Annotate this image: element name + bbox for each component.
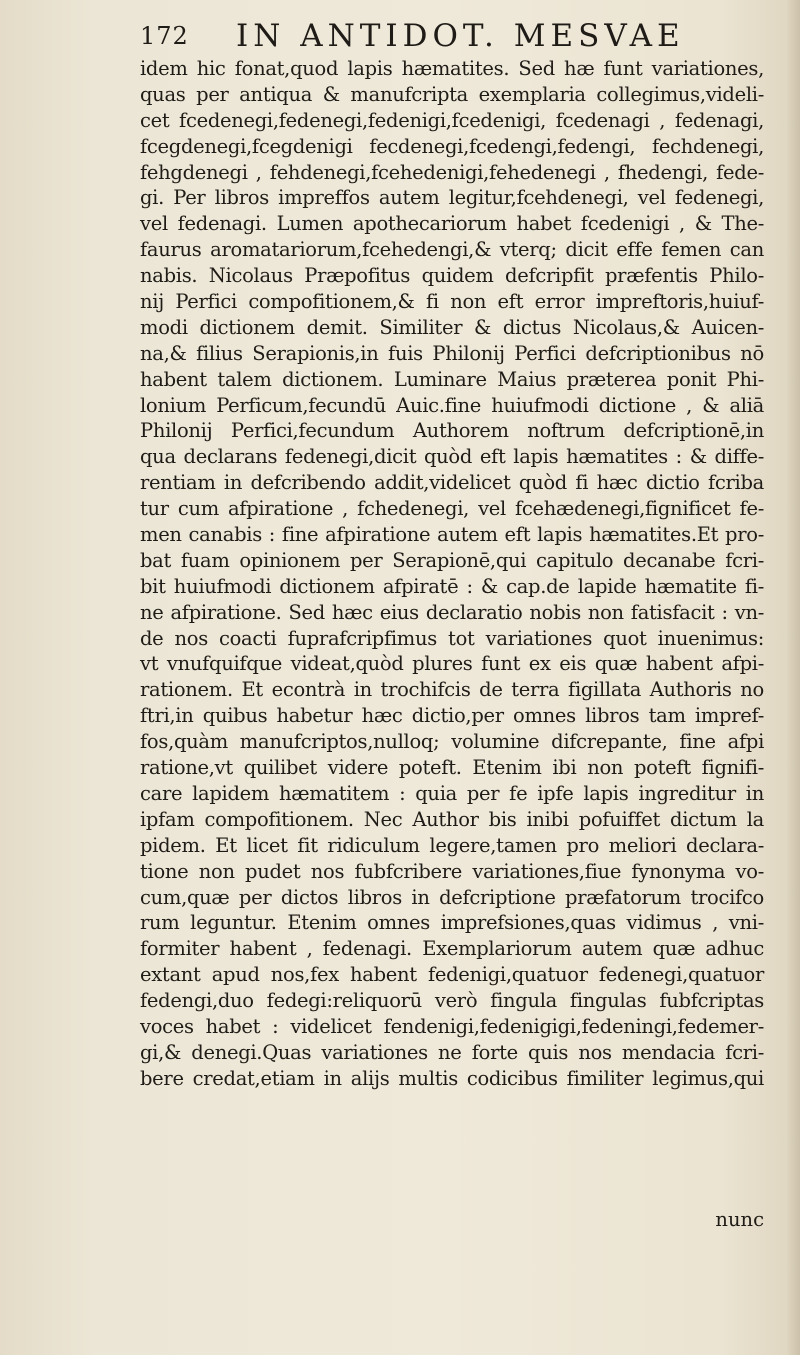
page-number: 172 bbox=[140, 22, 189, 50]
text-line: na,& filius Serapionis,in fuis Philonij Perfici defcriptionibus nō bbox=[140, 341, 764, 365]
text-line: qua declarans fedenegi,dicit quòd eft lapis hæmatites : & diffe- bbox=[140, 445, 764, 469]
running-title: IN ANTIDOT. MESVAE bbox=[236, 18, 685, 54]
text-line: gi. Per libros impreffos autem legitur,fcehdenegi, vel fedenegi, bbox=[140, 186, 764, 210]
text-line: extant apud nos,fex habent fedenigi,quatuor fedenegi,quatuor bbox=[140, 963, 764, 987]
text-line: rationem. Et econtrà in trochifcis de terra figillata Authoris no bbox=[140, 678, 764, 702]
text-line: formiter habent , fedenagi. Exemplariorum autem quæ adhuc bbox=[140, 937, 764, 961]
text-line: faurus aromatariorum,fcehedengi,& vterq; dicit effe femen can bbox=[140, 238, 764, 262]
text-line: ratione,vt quilibet videre poteft. Etenim ibi non poteft fignifi- bbox=[140, 756, 764, 780]
text-line: care lapidem hæmatitem : quia per fe ipfe lapis ingreditur in bbox=[140, 781, 764, 805]
text-line: fcegdenegi,fcegdenigi fecdenegi,fcedengi,fedengi, fechdenegi, bbox=[140, 134, 764, 158]
text-line: voces habet : videlicet fendenigi,fedenigigi,fedeningi,fedemer- bbox=[140, 1014, 764, 1038]
body-text bbox=[140, 56, 764, 1092]
text-line: ipfam compofitionem. Nec Author bis inibi pofuiffet dictum la bbox=[140, 807, 764, 831]
text-line: cum,quæ per dictos libros in defcriptione præfatorum trocifco bbox=[140, 885, 764, 909]
catchword: nunc bbox=[715, 1208, 764, 1231]
text-line: bat fuam opinionem per Serapionē,qui capitulo decanabe fcri- bbox=[140, 548, 764, 572]
text-line: gi,& denegi.Quas variationes ne forte quis nos mendacia fcri- bbox=[140, 1040, 764, 1064]
text-line: bere credat,etiam in alijs multis codicibus fimiliter legimus,qui bbox=[140, 1066, 764, 1090]
text-line: men canabis : fine afpiratione autem eft lapis hæmatites.Et pro- bbox=[140, 523, 764, 547]
text-line: fehgdenegi , fehdenegi,fcehedenigi,fehedenegi , fhedengi, fede- bbox=[140, 160, 764, 184]
page-edge-shadow bbox=[786, 0, 800, 1355]
text-line: nabis. Nicolaus Præpofitus quidem defcripfit præfentis Philo- bbox=[140, 264, 764, 288]
text-line: rum leguntur. Etenim omnes imprefsiones,quas vidimus , vni- bbox=[140, 911, 764, 935]
text-line: de nos coacti fuprafcripfimus tot variationes quot inuenimus: bbox=[140, 626, 764, 650]
text-line: tione non pudet nos fubfcribere variationes,fiue fynonyma vo- bbox=[140, 859, 764, 883]
text-line: Philonij Perfici,fecundum Authorem noftrum defcriptionē,in bbox=[140, 419, 764, 443]
text-line: fos,quàm manufcriptos,nulloq; volumine difcrepante, fine afpi bbox=[140, 730, 764, 754]
text-line: bit huiufmodi dictionem afpiratē : & cap.de lapide hæmatite fi- bbox=[140, 574, 764, 598]
text-line: vt vnufquifque videat,quòd plures funt ex eis quæ habent afpi- bbox=[140, 652, 764, 676]
text-line: tur cum afpiratione , fchedenegi, vel fcehædenegi,fignificet fe- bbox=[140, 497, 764, 521]
text-line: ftri,in quibus habetur hæc dictio,per omnes libros tam impref- bbox=[140, 704, 764, 728]
text-line: ne afpiratione. Sed hæc eius declaratio nobis non fatisfacit : vn- bbox=[140, 600, 764, 624]
text-line: nij Perfici compofitionem,& fi non eft error impreftoris,huiuf- bbox=[140, 290, 764, 314]
text-line: idem hic fonat,quod lapis hæmatites. Sed hæ funt variationes, bbox=[140, 57, 764, 80]
text-line: vel fedenagi. Lumen apothecariorum habet fcedenigi , & The- bbox=[140, 212, 764, 236]
text-line: fedengi,duo fedegi:reliquorū verò fingula fingulas fubfcriptas bbox=[140, 989, 764, 1013]
text-line: lonium Perficum,fecundū Auic.fine huiufmodi dictione , & aliā bbox=[140, 393, 764, 417]
text-line: modi dictionem demit. Similiter & dictus Nicolaus,& Auicen- bbox=[140, 315, 764, 339]
text-line: pidem. Et licet fit ridiculum legere,tamen pro meliori declara- bbox=[140, 833, 764, 857]
text-line: quas per antiqua & manufcripta exemplaria collegimus,videli- bbox=[140, 82, 764, 106]
text-line: habent talem dictionem. Luminare Maius præterea ponit Phi- bbox=[140, 367, 764, 391]
text-line: rentiam in defcribendo addit,videlicet quòd fi hæc dictio fcriba bbox=[140, 471, 764, 495]
text-line: cet fcedenegi,fedenegi,fedenigi,fcedenigi, fcedenagi , fedenagi, bbox=[140, 108, 764, 132]
